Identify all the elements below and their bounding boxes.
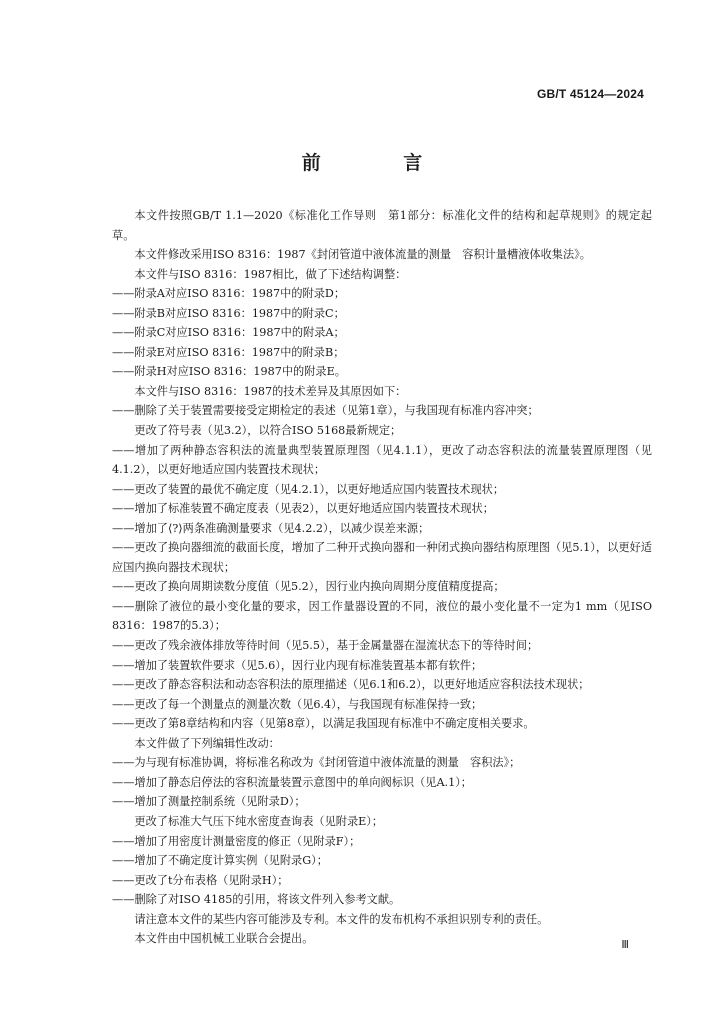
page-number: Ⅲ <box>621 939 629 951</box>
paragraph-patent-notice: 请注意本文件的某些内容可能涉及专利。本文件的发布机构不承担识别专利的责任。 <box>134 912 549 926</box>
foreword-body <box>112 206 652 949</box>
structure-item: ——附录C对应ISO 8316：1987中的附录A； <box>112 326 345 340</box>
technical-item: ——更改了换向周期读数分度值（见5.2），因行业内换向周期分度值精度提高； <box>112 580 505 594</box>
editorial-item: ——增加了用密度计测量密度的修正（见附录F）； <box>112 834 361 848</box>
paragraph-technical-intro: 本文件与ISO 8316：1987的技术差异及其原因如下： <box>134 384 407 398</box>
standard-code: GB/T 45124—2024 <box>536 87 644 101</box>
editorial-item: ——删除了对ISO 4185的引用，将该文件列入参考文献。 <box>112 893 401 907</box>
paragraph-proposer: 本文件由中国机械工业联合会提出。 <box>134 932 314 946</box>
technical-item: ——更改了换向器细流的截面长度，增加了二种开式换向器和一种闭式换向器结构原理图（见5.1），以更好适应国内换向器技术现状； <box>112 541 652 574</box>
technical-item: ——更改了第8章结构和内容（见第8章），以满足我国现有标准中不确定度相关要求。 <box>112 717 535 731</box>
technical-item: ——删除了液位的最小变化量的要求，因工作量器设置的不同，液位的最小变化量不一定为1 mm（见ISO 8316：1987的5.3）； <box>112 599 652 633</box>
editorial-item: ——增加了测量控制系统（见附录D）； <box>112 795 306 809</box>
technical-item: ——更改了每一个测量点的测量次数（见6.4），与我国现有标准保持一致； <box>112 697 483 711</box>
page-title: 前 言 <box>301 152 461 174</box>
structure-item: ——附录H对应ISO 8316：1987中的附录E。 <box>112 365 346 379</box>
paragraph-editorial-intro: 本文件做了下列编辑性改动： <box>134 736 280 750</box>
technical-item: ——更改了装置的最优不确定度（见4.2.1），以更好地适应国内装置技术现状； <box>112 482 505 496</box>
paragraph-adoption: 本文件修改采用ISO 8316：1987《封闭管道中液体流量的测量 容积计量槽液体收集法》。 <box>134 248 591 262</box>
technical-item: ——增加了装置软件要求（见5.6），因行业内现有标准装置基本都有软件； <box>112 658 483 672</box>
technical-item: ——更改了静态容积法和动态容积法的原理描述（见6.1和6.2），以更好地适应容积法技术现状； <box>112 678 590 692</box>
paragraph-structure-intro: 本文件与ISO 8316：1987相比，做了下述结构调整： <box>134 267 407 281</box>
technical-item: ——增加了两种静态容积法的流量典型装置原理图（见4.1.1），更改了动态容积法的流量装置原理图（见4.1.2），以更好地适应国内装置技术现状； <box>112 443 652 477</box>
editorial-item: ——增加了静态启停法的容积流量装置示意图中的单向阀标识（见A.1）； <box>112 775 472 789</box>
paragraph-drafting-rules: 本文件按照GB/T 1.1—2020《标准化工作导则 第1部分：标准化文件的结构和起草规则》的规定起草。 <box>112 209 652 242</box>
editorial-item: ——为与现有标准协调，将标准名称改为《封闭管道中液体流量的测量 容积法》； <box>112 756 521 770</box>
structure-item: ——附录A对应ISO 8316：1987中的附录D； <box>112 287 346 301</box>
technical-item: ——删除了关于装置需要接受定期检定的表述（见第1章），与我国现有标准内容冲突； <box>112 404 539 418</box>
editorial-item: ——增加了不确定度计算实例（见附录G）； <box>112 854 328 868</box>
editorial-item: ——更改了t分布表格（见附录H）； <box>112 873 289 887</box>
structure-item: ——附录B对应ISO 8316：1987中的附录C； <box>112 306 345 320</box>
technical-item: ——增加了标准装置不确定度表（见表2），以更好地适应国内装置技术现状； <box>112 502 494 516</box>
technical-item: 更改了符号表（见3.2），以符合ISO 5168最新规定； <box>134 424 402 438</box>
structure-item: ——附录E对应ISO 8316：1987中的附录B； <box>112 345 345 359</box>
technical-item: ——增加了⟨?⟩两条准确测量要求（见4.2.2），以减少误差来源； <box>112 521 430 535</box>
technical-item: ——更改了残余液体排放等待时间（见5.5），基于金属量器在湿流状态下的等待时间； <box>112 639 539 653</box>
editorial-item: 更改了标准大气压下纯水密度查询表（见附录E）； <box>134 814 384 828</box>
